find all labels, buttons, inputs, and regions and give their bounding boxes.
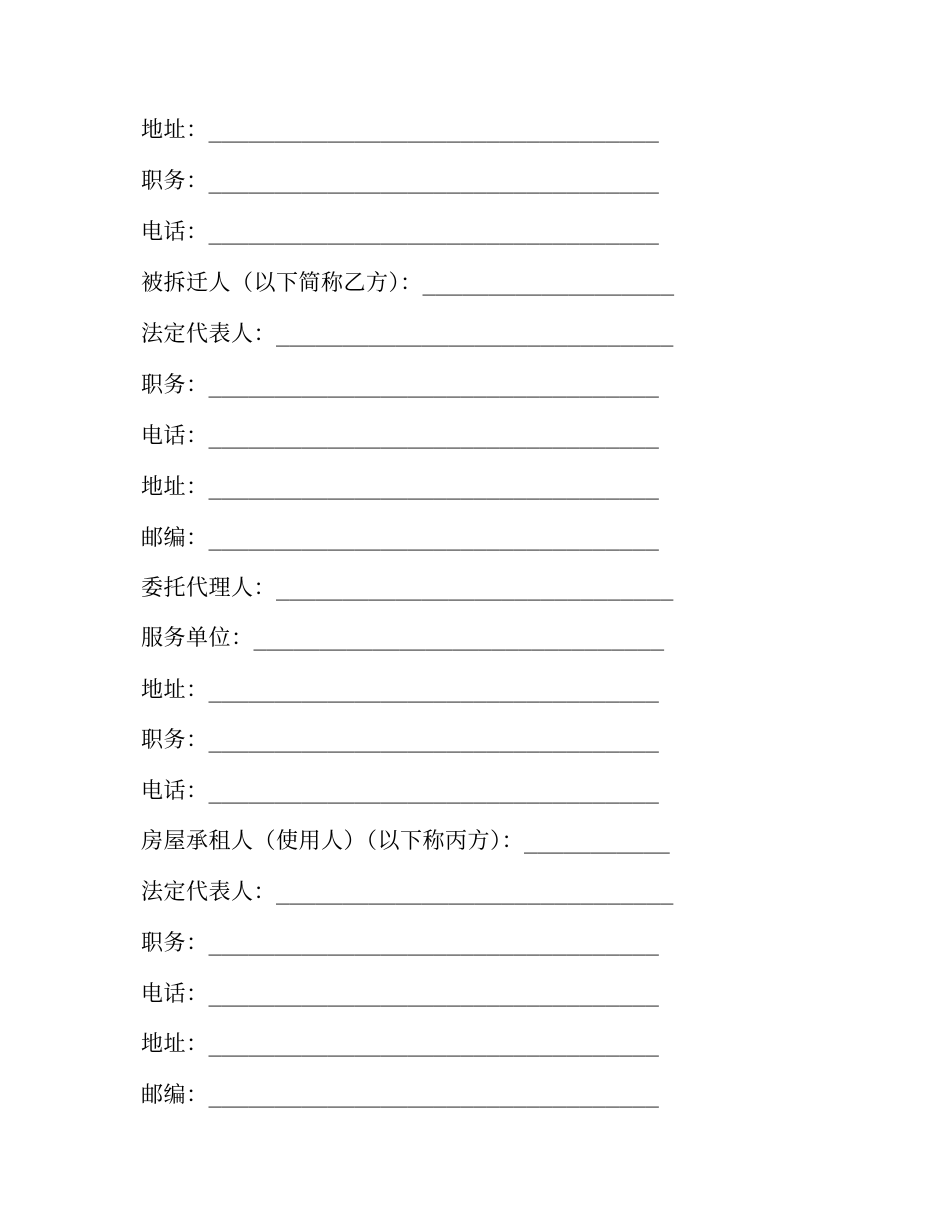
blank-line: ___________________ — [422, 271, 675, 296]
blank-line: __________________________________ — [208, 728, 659, 753]
blank-line: ______________________________ — [276, 576, 674, 601]
field-label: 职务： — [141, 728, 209, 753]
blank-line: __________________________________ — [208, 982, 659, 1007]
field-label: 委托代理人： — [141, 576, 277, 601]
form-line-postcode — [141, 1079, 659, 1109]
blank-line: ______________________________ — [276, 322, 674, 347]
blank-line: __________________________________ — [208, 169, 659, 194]
field-label: 职务： — [141, 169, 209, 194]
field-label: 电话： — [141, 779, 209, 804]
form-line-phone — [141, 420, 659, 450]
blank-line: __________________________________ — [208, 118, 659, 143]
form-line-position — [141, 724, 659, 754]
blank-line: __________________________________ — [208, 526, 659, 551]
form-line-postcode — [141, 522, 659, 552]
field-label: 法定代表人： — [141, 880, 277, 905]
blank-line: __________________________________ — [208, 678, 659, 703]
blank-line: ___________ — [524, 829, 670, 854]
form-line-legal-representative — [141, 318, 673, 348]
form-line-address — [141, 114, 659, 144]
form-line-position — [141, 927, 659, 957]
field-label: 电话： — [141, 424, 209, 449]
blank-line: __________________________________ — [208, 931, 659, 956]
field-label: 电话： — [141, 982, 209, 1007]
form-line-agent — [141, 572, 673, 602]
blank-line: __________________________________ — [208, 424, 659, 449]
blank-line: __________________________________ — [208, 779, 659, 804]
form-line-address — [141, 674, 659, 704]
form-line-position — [141, 165, 659, 195]
form-line-phone — [141, 775, 659, 805]
blank-line: __________________________________ — [208, 475, 659, 500]
field-label: 房屋承租人（使用人）（以下称丙方）： — [141, 829, 525, 854]
form-line-phone — [141, 216, 659, 246]
field-label: 职务： — [141, 373, 209, 398]
blank-line: __________________________________ — [208, 220, 659, 245]
form-line-party-b — [141, 267, 674, 297]
field-label: 职务： — [141, 931, 209, 956]
form-line-service-unit — [141, 622, 664, 652]
field-label: 法定代表人： — [141, 322, 277, 347]
field-label: 邮编： — [141, 526, 209, 551]
blank-line: __________________________________ — [208, 1032, 659, 1057]
form-line-position — [141, 369, 659, 399]
field-label: 地址： — [141, 475, 209, 500]
field-label: 被拆迁人（以下简称乙方）： — [141, 271, 423, 296]
blank-line: __________________________________ — [208, 1083, 659, 1108]
field-label: 地址： — [141, 118, 209, 143]
form-line-address — [141, 1028, 659, 1058]
field-label: 邮编： — [141, 1083, 209, 1108]
field-label: 地址： — [141, 678, 209, 703]
form-line-legal-representative — [141, 876, 673, 906]
form-line-address — [141, 471, 659, 501]
field-label: 电话： — [141, 220, 209, 245]
form-line-party-c — [141, 825, 670, 855]
blank-line: __________________________________ — [208, 373, 659, 398]
form-line-phone — [141, 978, 659, 1008]
field-label: 地址： — [141, 1032, 209, 1057]
blank-line: _______________________________ — [253, 626, 665, 651]
field-label: 服务单位： — [141, 626, 254, 651]
blank-line: ______________________________ — [276, 880, 674, 905]
